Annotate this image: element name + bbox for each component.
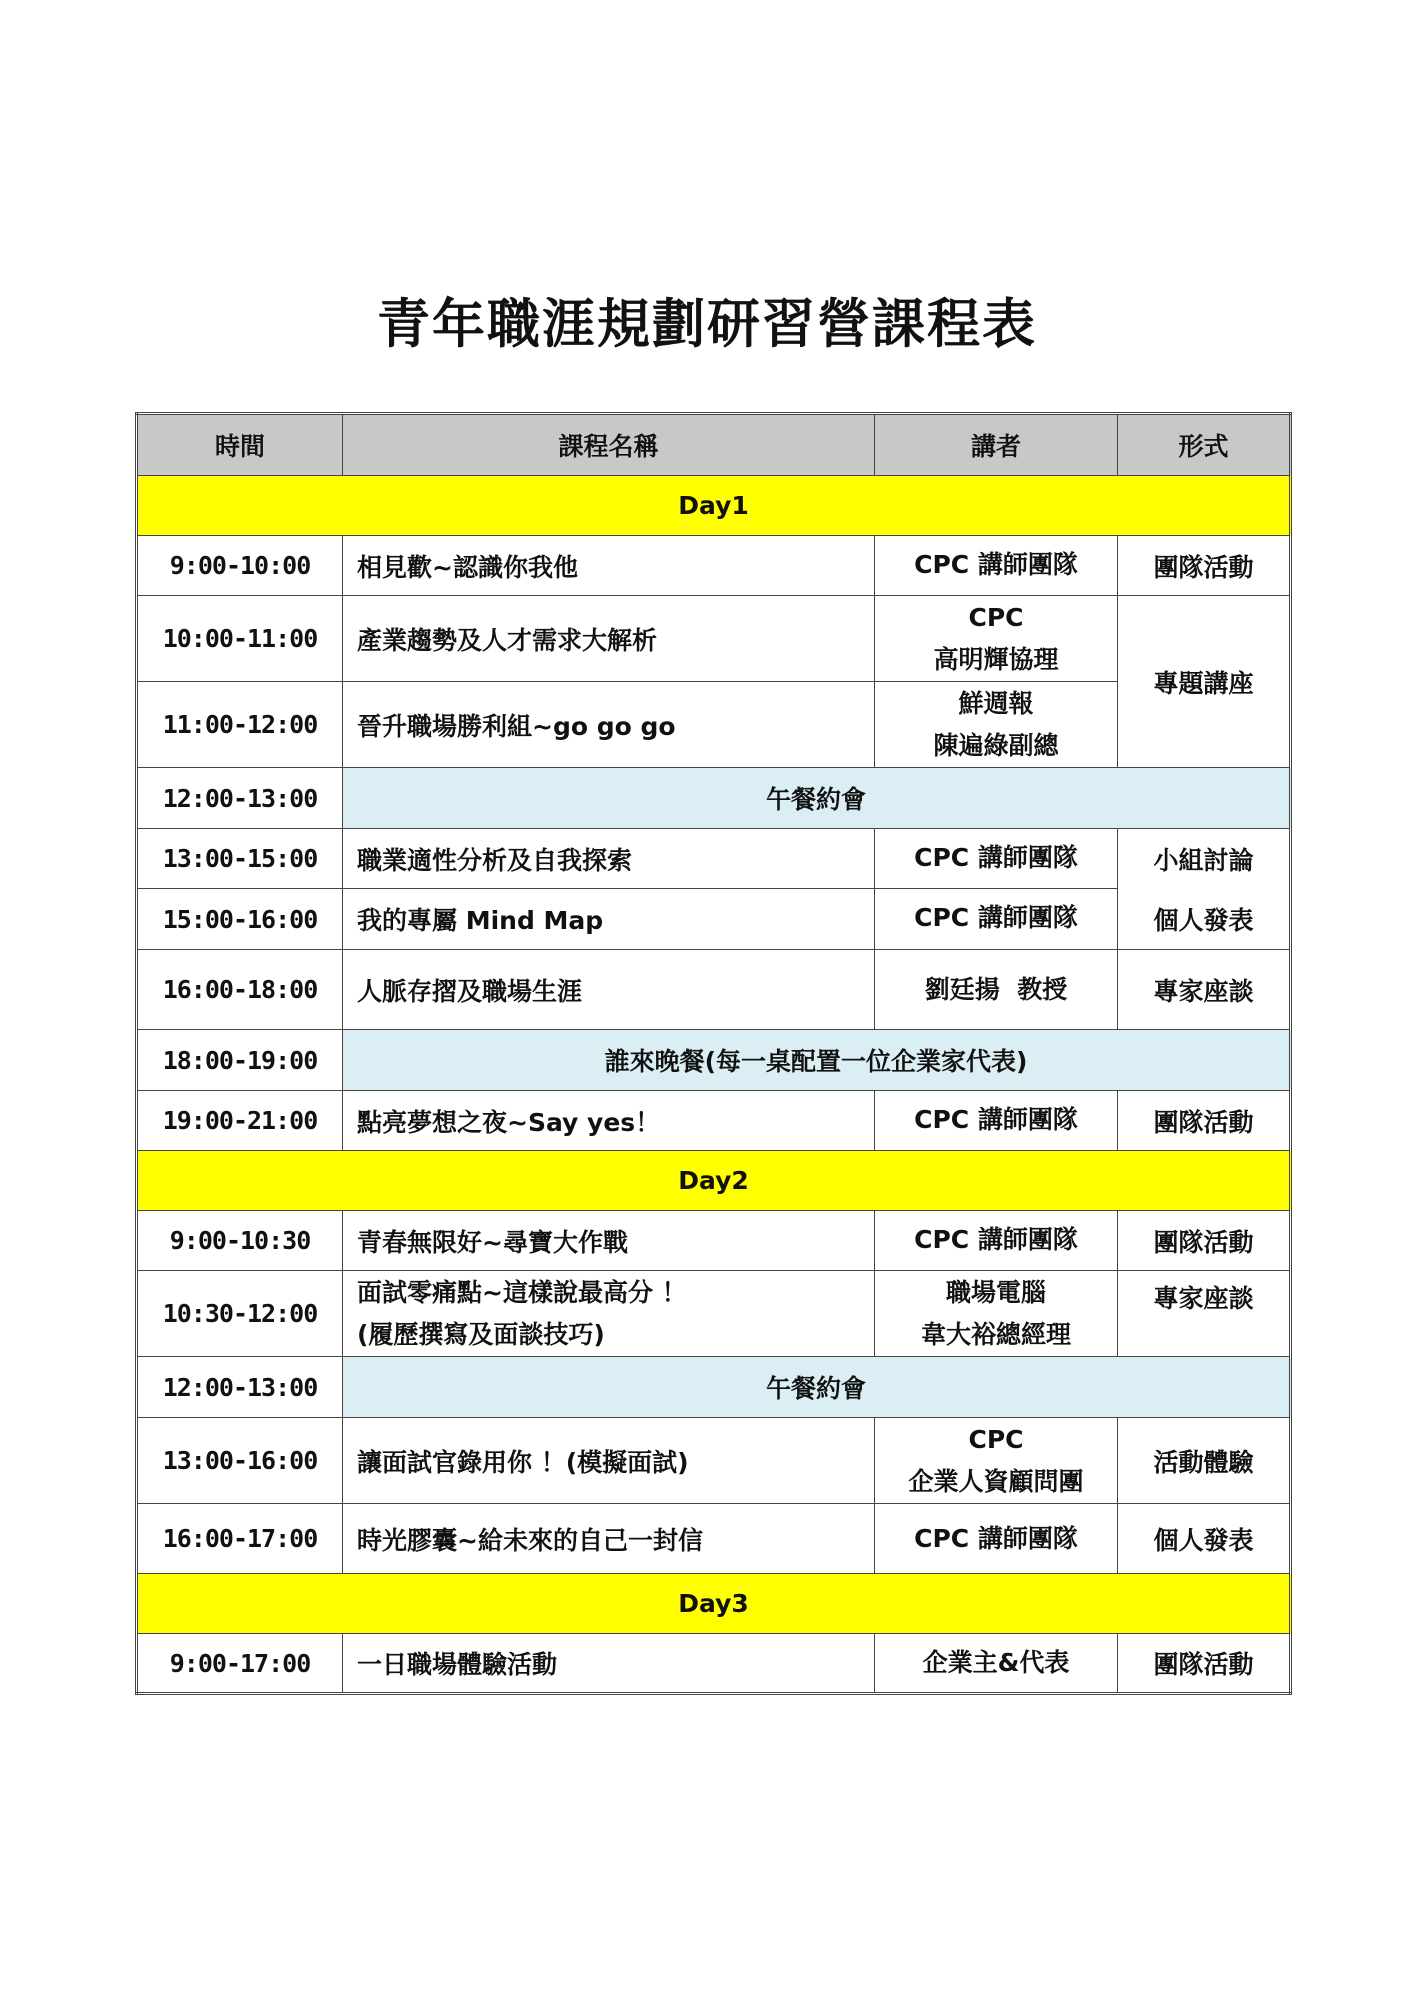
speaker-line: 陳遍綠副總 [933, 730, 1059, 760]
speaker-cell [875, 1271, 1118, 1357]
time-cell: 12:00-13:00 [137, 768, 343, 829]
course-cell: 時光膠囊~給未來的自己一封信 [343, 1504, 875, 1574]
time-cell: 9:00-10:00 [137, 536, 343, 596]
day-band [137, 1574, 1291, 1634]
header-time: 時間 [137, 414, 343, 476]
speaker-cell: CPC 講師團隊 [875, 889, 1118, 950]
table-row [137, 1418, 1291, 1504]
table-row [137, 950, 1291, 1030]
format-cell: 活動體驗 [1118, 1418, 1291, 1504]
course-cell: 一日職場體驗活動 [343, 1634, 875, 1694]
speaker-line: 高明輝協理 [933, 644, 1059, 674]
speaker-cell: CPC 講師團隊 [875, 1091, 1118, 1151]
course-cell: 讓面試官錄用你 ！(模擬面試) [343, 1418, 875, 1504]
time-cell: 11:00-12:00 [137, 682, 343, 768]
table-row [137, 682, 1291, 768]
day-label: Day1 [137, 476, 1291, 536]
course-line: (履歷撰寫及面談技巧) [357, 1319, 605, 1349]
table-row [137, 536, 1291, 596]
speaker-cell [875, 682, 1118, 768]
speaker-line: CPC [968, 1424, 1024, 1454]
day-label: Day2 [137, 1151, 1291, 1211]
table-row [137, 1211, 1291, 1271]
header-course: 課程名稱 [343, 414, 875, 476]
day-band [137, 476, 1291, 536]
course-cell: 相見歡~認識你我他 [343, 536, 875, 596]
table-row [137, 1091, 1291, 1151]
course-cell: 我的專屬 Mind Map [343, 889, 875, 950]
speaker-cell: CPC 講師團隊 [875, 1211, 1118, 1271]
format-cell: 個人發表 [1118, 889, 1291, 950]
time-cell: 10:00-11:00 [137, 596, 343, 682]
header-speaker: 講者 [875, 414, 1118, 476]
header-row [137, 414, 1291, 476]
speaker-cell: CPC 講師團隊 [875, 829, 1118, 889]
header-format: 形式 [1118, 414, 1291, 476]
speaker-line: 企業人資顧問團 [908, 1466, 1084, 1496]
speaker-line: 鮮週報 [958, 688, 1034, 718]
course-cell: 青春無限好~尋寶大作戰 [343, 1211, 875, 1271]
format-cell: 團隊活動 [1118, 1091, 1291, 1151]
speaker-cell: CPC 講師團隊 [875, 1504, 1118, 1574]
table-row [137, 768, 1291, 829]
course-cell: 職業適性分析及自我探索 [343, 829, 875, 889]
page-title: 青年職涯規劃研習營課程表 [377, 294, 1037, 355]
time-cell: 18:00-19:00 [137, 1030, 343, 1091]
time-cell: 9:00-10:30 [137, 1211, 343, 1271]
speaker-line: 韋大裕總經理 [920, 1319, 1071, 1349]
course-cell: 晉升職場勝利組~go go go [343, 682, 875, 768]
time-cell: 9:00-17:00 [137, 1634, 343, 1694]
table-row [137, 596, 1291, 682]
speaker-cell [875, 1418, 1118, 1504]
format-cell: 專題講座 [1118, 596, 1291, 768]
time-cell: 13:00-15:00 [137, 829, 343, 889]
table-row [137, 889, 1291, 950]
time-cell: 16:00-18:00 [137, 950, 343, 1030]
table-row [137, 1634, 1291, 1694]
course-cell: 產業趨勢及人才需求大解析 [343, 596, 875, 682]
course-cell: 人脈存摺及職場生涯 [343, 950, 875, 1030]
format-cell: 專家座談 [1118, 950, 1291, 1030]
table-row [137, 829, 1291, 889]
time-cell: 15:00-16:00 [137, 889, 343, 950]
speaker-cell: CPC 講師團隊 [875, 536, 1118, 596]
speaker-cell: 企業主&代表 [875, 1634, 1118, 1694]
table-row [137, 1504, 1291, 1574]
format-cell: 團隊活動 [1118, 536, 1291, 596]
time-cell: 13:00-16:00 [137, 1418, 343, 1504]
table-row [137, 1357, 1291, 1418]
course-line: 面試零痛點~這樣說最高分 ！ [357, 1277, 687, 1307]
time-cell: 19:00-21:00 [137, 1091, 343, 1151]
table-row [137, 1271, 1291, 1357]
format-cell: 專家座談 [1118, 1271, 1291, 1357]
day-band [137, 1151, 1291, 1211]
schedule-table [135, 412, 1292, 1695]
time-cell: 16:00-17:00 [137, 1504, 343, 1574]
format-cell: 個人發表 [1118, 1504, 1291, 1574]
meal-cell: 誰來晚餐(每一桌配置一位企業家代表) [343, 1030, 1291, 1091]
format-cell: 團隊活動 [1118, 1211, 1291, 1271]
meal-cell: 午餐約會 [343, 768, 1291, 829]
course-cell [343, 1271, 875, 1357]
time-cell: 12:00-13:00 [137, 1357, 343, 1418]
time-cell: 10:30-12:00 [137, 1271, 343, 1357]
meal-cell: 午餐約會 [343, 1357, 1291, 1418]
speaker-line: CPC [968, 602, 1024, 632]
day-label: Day3 [137, 1574, 1291, 1634]
table-row [137, 1030, 1291, 1091]
course-cell: 點亮夢想之夜~Say yes！ [343, 1091, 875, 1151]
format-cell: 小組討論 [1118, 829, 1291, 889]
format-cell: 團隊活動 [1118, 1634, 1291, 1694]
speaker-line: 職場電腦 [945, 1277, 1046, 1307]
speaker-cell: 劉廷揚 教授 [875, 950, 1118, 1030]
speaker-cell [875, 596, 1118, 682]
